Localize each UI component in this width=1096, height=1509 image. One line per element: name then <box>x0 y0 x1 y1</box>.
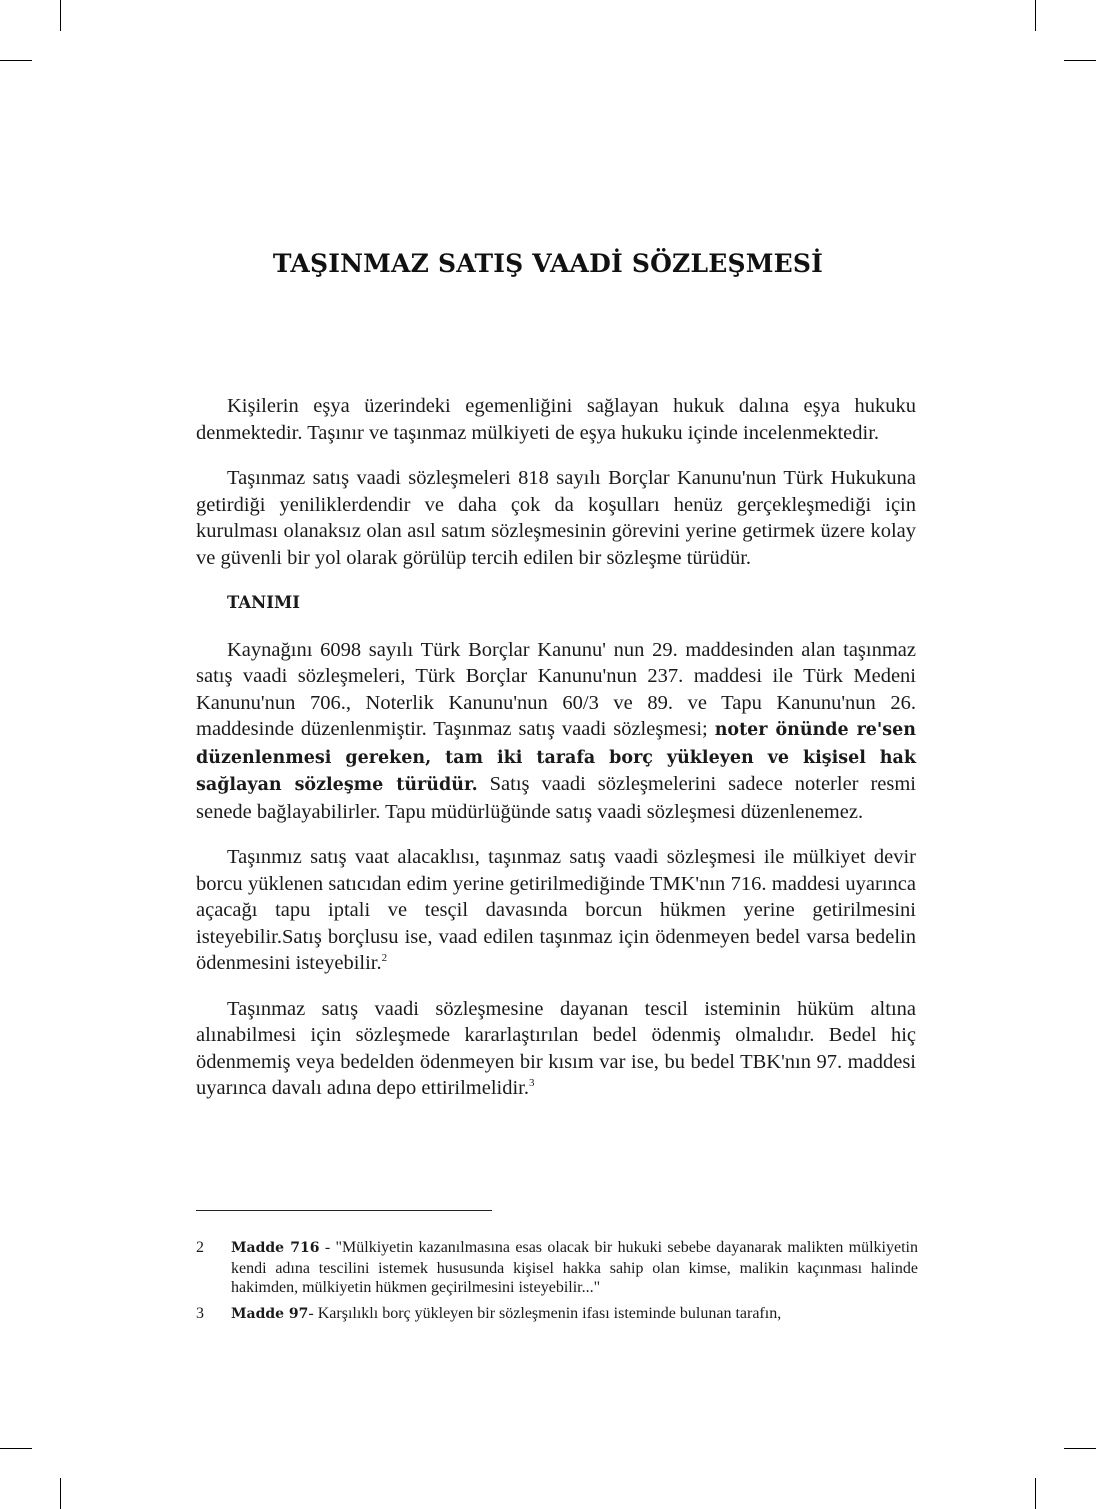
paragraph: Taşınmaz satış vaadi sözleşmesine dayanan tescil isteminin hüküm altına alınabilmesi için sözleşmede kararlaştırılan bedel ödenmiş olmalıdır. Bedel hiç ödenmemiş veya bedelden ödenmeyen bir kısım var ise, bu bedel TBK'nın 97. maddesi uyarınca davalı adına depo ettirilmelidir.$^3$ <box>196 997 916 1099</box>
crop-mark <box>1064 1448 1096 1449</box>
footnote-number: 2 <box>196 1239 204 1256</box>
paragraph: Taşınmaz satış vaadi sözleşmeleri 818 sayılı Borçlar Kanunu'nun Türk Hukukuna getirdiği yeniliklerdendir ve daha çok da koşulları henüz gerçekleşmediği için kurulması olanaksız olan asıl satım sözleşmesinin görevini yerine getirmek üzere kolay ve güvenli bir yol olarak görülüp tercih edilen bir sözleşme türüdür. <box>196 467 916 569</box>
footnote-number: 3 <box>196 1304 204 1322</box>
footnote-ref[interactable]: 2 <box>381 952 388 965</box>
page-title: TAŞINMAZ SATIŞ VAADİ SÖZLEŞMESİ <box>272 248 824 278</box>
bold-definition: noter önünde re'sen düzenlenmesi gereken, tam iki tarafa borç yükleyen ve kişisel hak sağlayan sözleşme türüdür. <box>196 720 916 795</box>
crop-mark <box>1035 1478 1036 1509</box>
crop-mark <box>1064 60 1096 61</box>
definition-paragraph: Kaynağını 6098 sayılı Türk Borçlar Kanunu' nun 29. maddesinden alan taşınmaz satış vaadi sözleşmeleri, Türk Borçlar Kanunu'nun 237. maddesi ile Türk Medeni Kanunu'nun 706., Noterlik Kanunu'nun 60/3 ve 89. ve Tapu Kanunu'nun 26. maddesinde düzenlenmiştir. Taşınmaz satış vaadi sözleşmesi; noter önünde re'sen düzenlenmesi gereken, tam iki tarafa borç yükleyen ve kişisel hak sağlayan sözleşme türüdür. Satış vaadi sözleşmelerini sadece noterler resmi senede bağlayabilirler. Tapu müdürlüğünde satış vaadi sözleşmesi düzenlenemez. <box>196 638 917 823</box>
paragraph: Kişilerin eşya üzerindeki egemenliğini sağlayan hukuk dalına eşya hukuku denmektedir. Taşınır ve taşınmaz mülkiyeti de eşya hukuku içinde incelenmektedir. <box>196 395 916 444</box>
footnote: 3 Madde 97- Karşılıklı borç yükleyen bir sözleşmenin ifası isteminde bulunan tarafın, <box>196 1304 918 1325</box>
footnote-label: Madde 716 <box>231 1240 320 1256</box>
crop-mark <box>60 0 61 31</box>
section-heading: TANIMI <box>227 593 300 612</box>
crop-mark <box>60 1478 61 1509</box>
crop-mark <box>0 1448 32 1449</box>
crop-mark <box>1035 0 1036 31</box>
footnote-label: Madde 97 <box>231 1305 309 1322</box>
footnote-divider <box>196 1210 492 1211</box>
footnote-ref[interactable]: 3 <box>529 1077 535 1090</box>
body-text <box>196 393 916 1121</box>
paragraph: Taşınmız satış vaat alacaklısı, taşınmaz satış vaadi sözleşmesi ile mülkiyet devir borcu yüklenen satıcıdan edim yerine getirilmediğinde TMK'nın 716. maddesi uyarınca açacağı tapu iptali ve tesçil davasında borcun hükmen yerine getirilmesini isteyebilir.Satış borçlusu ise, vaad edilen taşınmaz için ödenmeyen bedel varsa bedelin ödenmesini isteyebilir.$^2$ <box>196 846 916 974</box>
footnotes <box>196 1238 918 1330</box>
crop-mark <box>0 60 32 61</box>
footnote: 2 Madde 716 - "Mülkiyetin kazanılmasına esas olacak bir hukuki sebebe dayanarak malikten mülkiyetin kendi adına tescilini istemek hususunda kişisel hakka sahip olan kimse, malikin kaçınması halinde hakimden, mülkiyetin hükmen geçirilmesini isteyebilir..." <box>196 1239 918 1296</box>
